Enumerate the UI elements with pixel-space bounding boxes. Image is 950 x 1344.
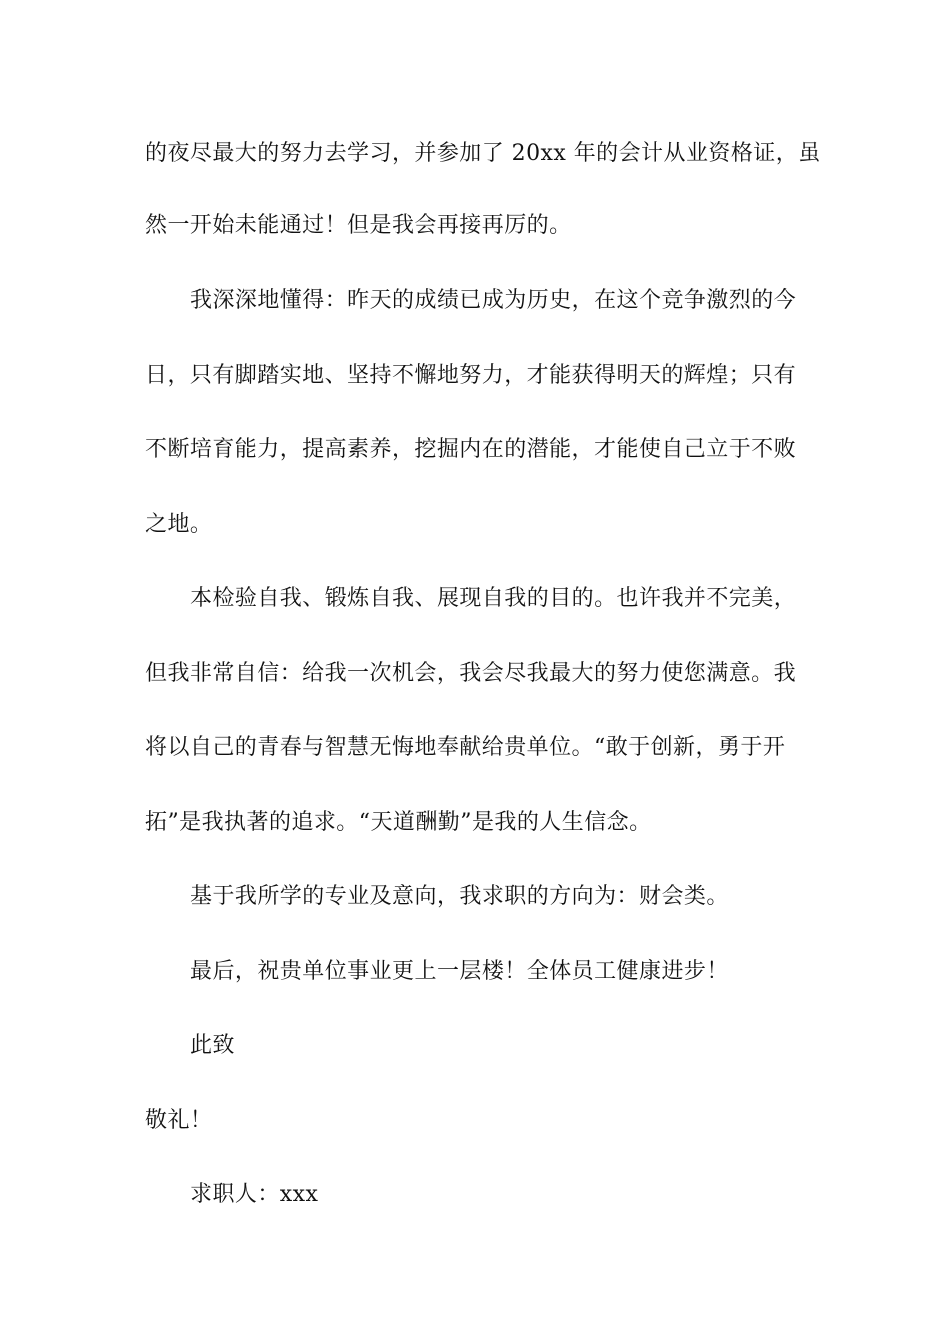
body-text-line: 之地。 (145, 512, 213, 537)
body-text-line: 日，只有脚踏实地、坚持不懈地努力，才能获得明天的辉煌；只有 (145, 363, 797, 388)
closing-wish: 最后，祝贵单位事业更上一层楼！全体员工健康进步！ (190, 959, 729, 984)
salutation-regards: 敬礼！ (145, 1108, 213, 1133)
applicant-signature: 求职人：xxx (190, 1182, 319, 1207)
body-text-line: 将以自己的青春与智慧无悔地奉献给贵单位。“敢于创新，勇于开 (145, 735, 786, 760)
body-text-line: 的夜尽最大的努力去学习，并参加了 20xx 年的会计从业资格证，虽 (145, 141, 821, 166)
paragraph-first-line: 基于我所学的专业及意向，我求职的方向为：财会类。 (190, 884, 729, 909)
paragraph-first-line: 我深深地懂得：昨天的成绩已成为历史，在这个竞争激烈的今 (190, 288, 797, 313)
paragraph-first-line: 本检验自我、锻炼自我、展现自我的目的。也许我并不完美， (190, 586, 797, 611)
body-text-line: 然一开始未能通过！但是我会再接再厉的。 (145, 213, 572, 238)
body-text-line: 拓”是我执著的追求。“天道酬勤”是我的人生信念。 (145, 810, 652, 835)
body-text-line: 不断培育能力，提高素养，挖掘内在的潜能，才能使自己立于不败 (145, 437, 797, 462)
salutation-closing: 此致 (190, 1033, 235, 1058)
body-text-line: 但我非常自信：给我一次机会，我会尽我最大的努力使您满意。我 (145, 661, 797, 686)
